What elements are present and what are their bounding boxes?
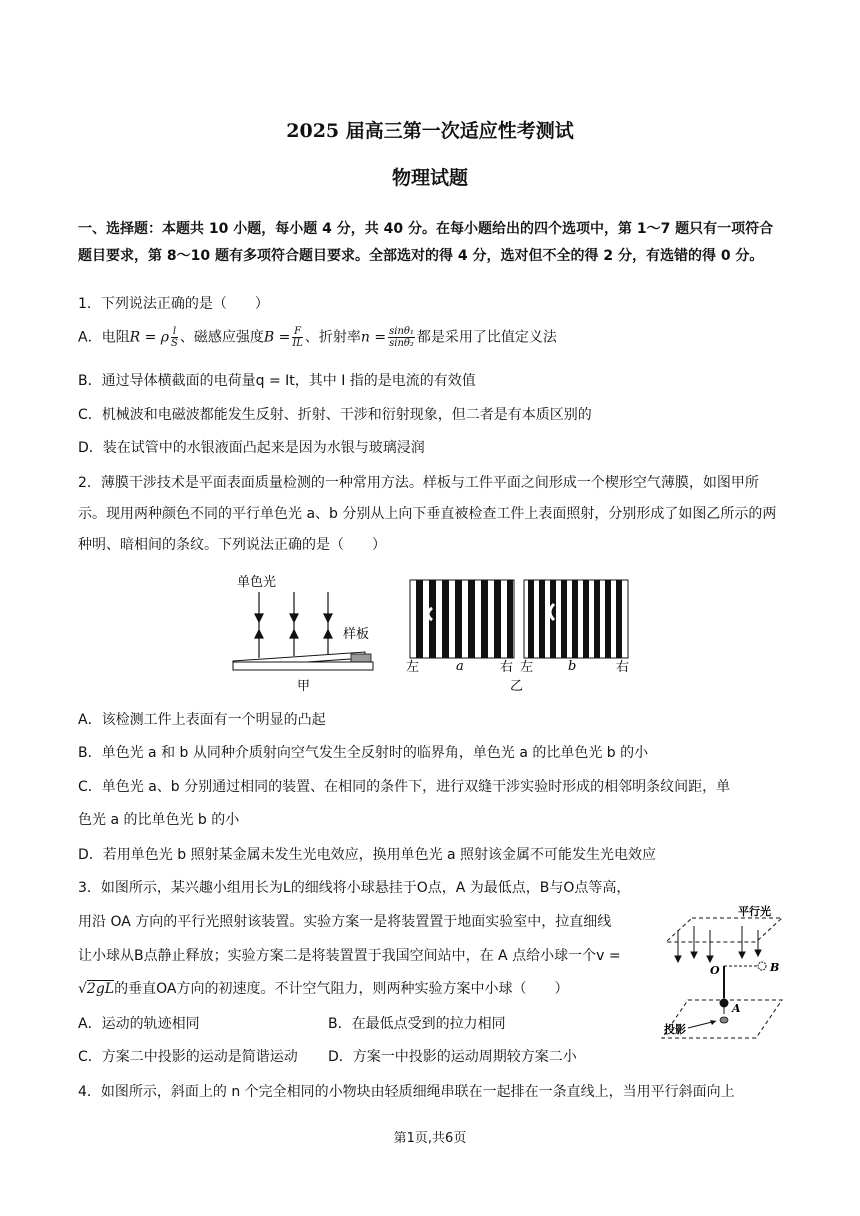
q1-option-d: D．装在试管中的水银液面凸起来是因为水银与玻璃浸润 xyxy=(78,440,425,456)
q1-a-frac-r xyxy=(171,326,178,349)
workpiece xyxy=(233,662,373,670)
q2-stem: 2．薄膜干涉技术是平面表面质量检测的一种常用方法。样板与工件平面之间形成一个楔形空气薄膜，如图甲所示。现用两种颜色不同的平行单色光 a、b 分别从上向下垂直被检查工件上表面照射，分别形成了如图乙所示的两种明、暗相间的条纹。下列说法正确的是（ ） xyxy=(78,475,777,553)
page-number: 第1页,共6页 xyxy=(393,1131,467,1146)
q1-a-frac-n xyxy=(388,326,415,349)
fringe-a-left: 左 xyxy=(406,659,420,674)
shadow-dot xyxy=(720,1017,728,1023)
q2-figure-jia xyxy=(225,570,385,695)
q1-a-formula-b: B = xyxy=(263,329,291,346)
frac-num: F xyxy=(294,326,302,337)
q3-option-a: A．运动的轨迹相同 xyxy=(78,1016,200,1032)
parallel-light-label: 平行光 xyxy=(738,906,771,918)
section-heading: 一、选择题：本题共 10 小题，每小题 4 分，共 40 分。在每小题给出的四个选项中，第 1～7 题只有一项符合题目要求，第 8～10 题有多项符合题目要求。全部选对的得 4 分，选对但不全的得 2 分，有选错的得 0 分。 xyxy=(78,221,774,264)
light-plane xyxy=(666,918,782,942)
q1-a-formula-r: R = ρ xyxy=(129,329,169,346)
q3-stem-line3: 让小球从B点静止释放；实验方案二是将装置置于我国空间站中，在 A 点给小球一个v = xyxy=(78,948,621,964)
frac-den: sinθ₂ xyxy=(389,338,414,349)
fringe-a-right: 右 xyxy=(500,659,514,674)
frac-num: l xyxy=(172,326,177,337)
point-o: O xyxy=(710,964,720,977)
exam-title: 2025 届高三第一次适应性考测试 xyxy=(286,120,574,142)
sqrt-content: 2gL xyxy=(86,981,115,997)
fringe-b-right: 右 xyxy=(616,659,630,674)
q1-option-c: C．机械波和电磁波都能发生反射、折射、干涉和衍射现象，但二者是有本质区别的 xyxy=(78,407,592,423)
shadow-label: 投影 xyxy=(664,1024,686,1036)
q2-figure-yi xyxy=(402,574,638,696)
q1-a-mid2: 、折射率 xyxy=(304,329,361,346)
q1-stem: 1．下列说法正确的是（ ） xyxy=(78,296,269,312)
yi-label: 乙 xyxy=(510,678,524,693)
q3-option-b: B．在最低点受到的拉力相同 xyxy=(328,1016,506,1032)
q3-stem-line4 xyxy=(78,978,568,998)
q1-a-suffix: 都是采用了比值定义法 xyxy=(416,329,557,346)
light-label: 单色光 xyxy=(237,574,277,589)
q1-a-frac-b xyxy=(292,326,303,349)
sqrt-sign: √ xyxy=(78,981,87,997)
spacer xyxy=(351,654,371,662)
ball-b xyxy=(758,962,766,970)
subject-title: 物理试题 xyxy=(391,167,468,189)
frac-den: S xyxy=(170,338,178,349)
frac-den: IL xyxy=(292,338,303,349)
q2-option-b: B．单色光 a 和 b 从同种介质射向空气发生全反射时的临界角，单色光 a 的比单色光 b 的小 xyxy=(78,745,649,761)
q3-option-d: D．方案一中投影的运动周期较方案二小 xyxy=(328,1049,577,1065)
jia-label: 甲 xyxy=(297,678,311,693)
q3-figure xyxy=(658,902,790,1042)
q4-stem-line1: 4．如图所示，斜面上的 n 个完全相同的小物块由轻质细绳串联在一起排在一条直线上，当用平行斜面向上 xyxy=(78,1084,735,1100)
q1-a-formula-n: n = xyxy=(360,329,387,346)
q3-stem-line1: 3．如图所示，某兴趣小组用长为L的细线将小球悬挂于O点，A 为最低点，B与O点等高， xyxy=(78,880,631,896)
fringe-a-label: a xyxy=(456,659,464,674)
q2-option-d: D．若用单色光 b 照射某金属未发生光电效应，换用单色光 a 照射该金属不可能发生光电效应 xyxy=(78,847,657,863)
q3-stem-line4-rest: 的垂直OA方向的初速度。不计空气阻力，则两种实验方案中小球（ ） xyxy=(114,981,569,997)
fringe-b-left: 左 xyxy=(520,659,534,674)
q1-option-b: B．通过导体横截面的电荷量q = It，其中 I 指的是电流的有效值 xyxy=(78,373,476,389)
q2-option-c-line1: C．单色光 a、b 分别通过相同的装置、在相同的条件下，进行双缝干涉实验时形成的相邻明条纹间距，单 xyxy=(78,779,731,795)
plate-label: 样板 xyxy=(343,626,370,641)
fringe-b-label: b xyxy=(568,659,577,674)
q3-stem-line2: 用沿 OA 方向的平行光照射该装置。实验方案一是将装置置于地面实验室中，拉直细线 xyxy=(78,914,612,930)
q1-option-a xyxy=(78,326,557,349)
q2-option-a: A．该检测工件上表面有一个明显的凸起 xyxy=(78,712,326,728)
fringe-b-stripes xyxy=(528,580,622,658)
q1-a-prefix: A．电阻 xyxy=(78,329,130,346)
point-a: A xyxy=(732,1002,741,1015)
q3-option-c: C．方案二中投影的运动是简谐运动 xyxy=(78,1049,298,1065)
q2-option-c-line2: 色光 a 的比单色光 b 的小 xyxy=(78,812,240,828)
point-b: B xyxy=(770,961,780,974)
q1-a-mid1: 、磁感应强度 xyxy=(179,329,264,346)
frac-num: sinθ₁ xyxy=(389,326,414,337)
